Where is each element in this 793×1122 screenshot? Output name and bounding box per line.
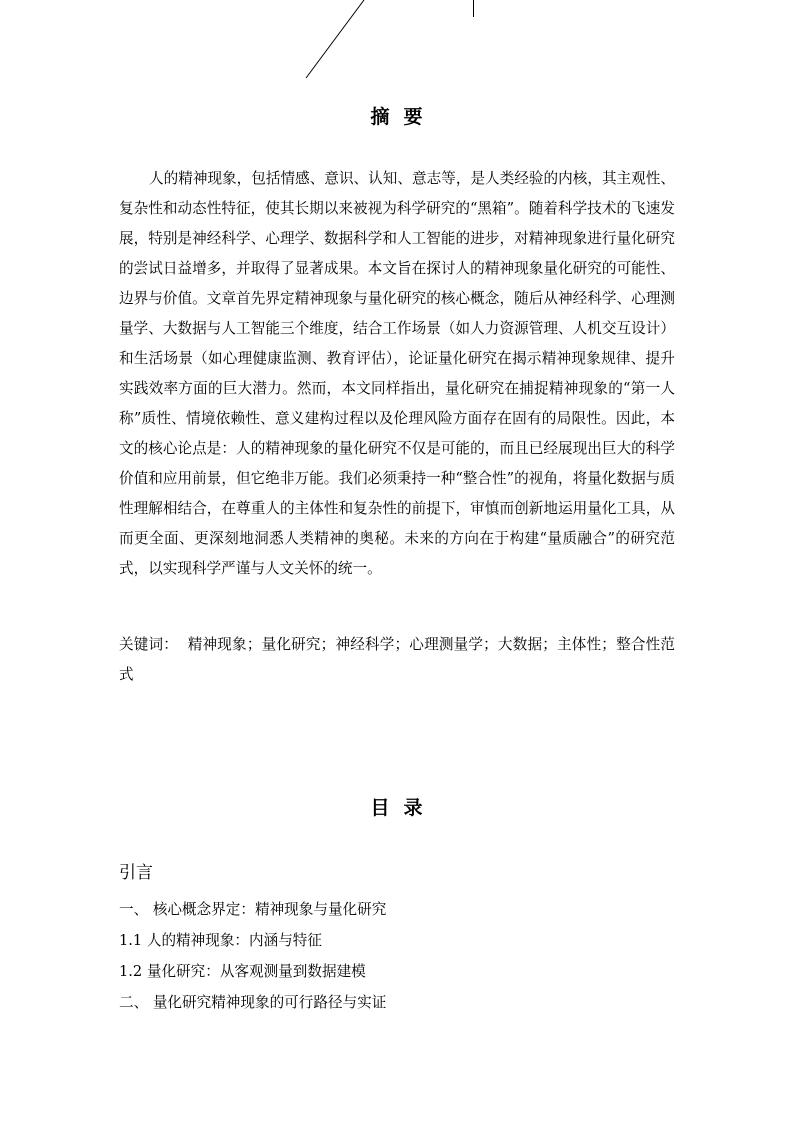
diagonal-line — [306, 0, 364, 78]
toc-item[interactable]: 一、 核心概念界定：精神现象与量化研究 — [119, 901, 387, 918]
keywords — [119, 630, 675, 690]
abstract-title: 摘要 — [370, 106, 437, 128]
toc-list — [119, 860, 386, 1018]
keywords-text: 精神现象；量化研究；神经科学；心理测量学；大数据；主体性；整合性范式 — [119, 636, 675, 683]
toc-item-intro[interactable]: 引言 — [119, 863, 153, 883]
decorative-lines — [0, 0, 793, 90]
abstract-body: 人的精神现象，包括情感、意识、认知、意志等，是人类经验的内核，其主观性、复杂性和动态性特征，使其长期以来被视为科学研究的“黑箱”。随着科学技术的飞速发展，特别是神经科学、心理学、数据科学和人工智能的进步，对精神现象进行量化研究的尝试日益增多，并取得了显著成果。本文旨在探讨人的精神现象量化研究的可能性、边界与价值。文章首先界定精神现象与量化研究的核心概念，随后从神经科学、心理测量学、大数据与人工智能三个维度，结合工作场景（如人力资源管理、人机交互设计）和生活场景（如心理健康监测、教育评估），论证量化研究在揭示精神现象规律、提升实践效率方面的巨大潜力。然而，本文同样指出，量化研究在捕捉精神现象的“第一人称”质性、情境依赖性、意义建构过程以及伦理风险方面存在固有的局限性。因此，本文的核心论点是：人的精神现象的量化研究不仅是可能的，而且已经展现出巨大的科学价值和应用前景，但它绝非万能。我们必须秉持一种“整合性”的视角，将量化数据与质性理解相结合，在尊重人的主体性和复杂性的前提下，审慎而创新地运用量化工具，从而更全面、更深刻地洞悉人类精神的奥秘。未来的方向在于构建“量质融合”的研究范式，以实现科学严谨与人文关怀的统一。 — [119, 170, 675, 577]
toc-item[interactable]: 二、 量化研究精神现象的可行路径与实证 — [119, 994, 387, 1011]
toc-item[interactable]: 1.1 人的精神现象：内涵与特征 — [119, 932, 322, 949]
keywords-label: 关键词： — [119, 636, 179, 653]
toc-title: 目录 — [370, 797, 437, 819]
toc-item[interactable]: 1.2 量化研究：从客观测量到数据建模 — [119, 963, 366, 980]
